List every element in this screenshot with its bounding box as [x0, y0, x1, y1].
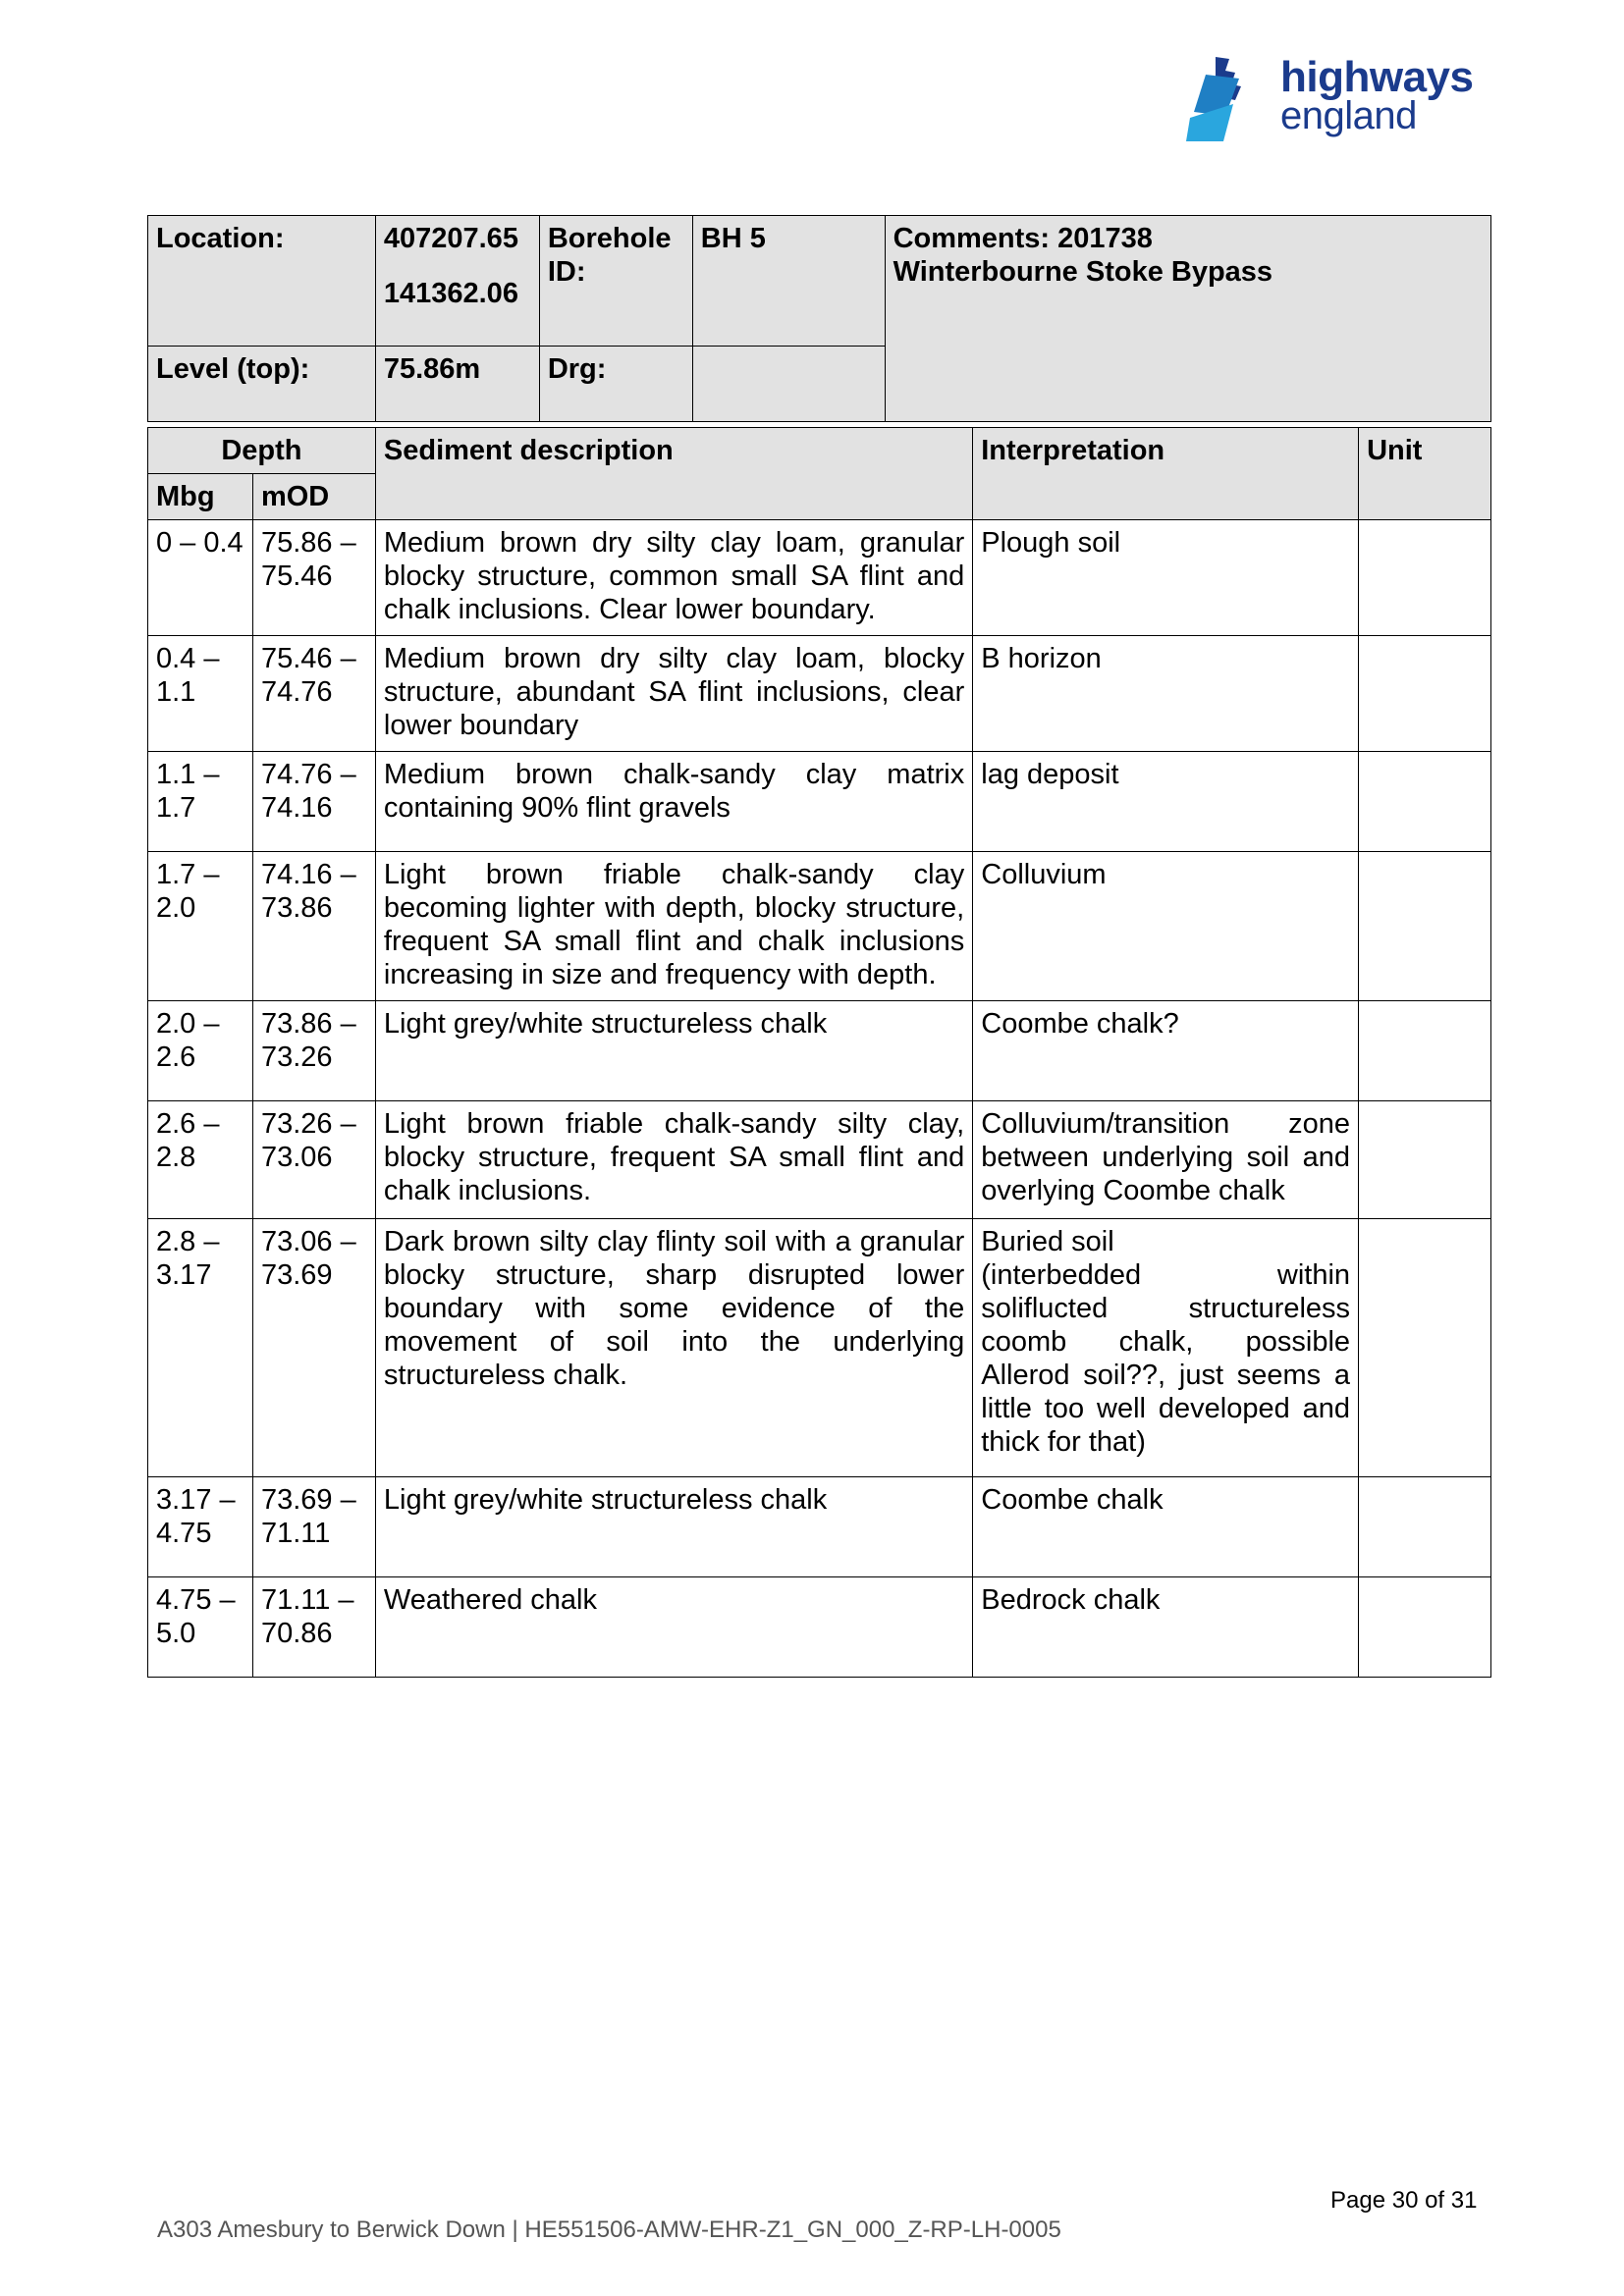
mod-cell: 73.86 – 73.26 [252, 1001, 375, 1101]
mod-cell: 75.46 – 74.76 [252, 636, 375, 752]
northing-value: 141362.06 [383, 278, 518, 309]
unit-cell [1359, 752, 1491, 852]
table-row [148, 1219, 1491, 1477]
unit-cell [1359, 852, 1491, 1001]
description-cell: Medium brown dry silty clay loam, granular blocky structure, common small SA flint and chalk inclusions. Clear lower boundary. [375, 520, 972, 636]
description-cell: Weathered chalk [375, 1577, 972, 1678]
location-coords [375, 216, 539, 347]
unit-cell [1359, 636, 1491, 752]
unit-cell [1359, 1477, 1491, 1577]
highways-england-logo [1186, 55, 1481, 145]
mod-cell: 75.86 – 75.46 [252, 520, 375, 636]
comments-cell [885, 216, 1490, 422]
description-cell: Light grey/white structureless chalk [375, 1477, 972, 1577]
depth-header: Depth [148, 428, 376, 474]
description-cell: Light brown friable chalk-sandy clay becoming lighter with depth, blocky structure, frequent SA small flint and chalk inclusions increasing in size and frequency with depth. [375, 852, 972, 1001]
table-row [148, 1477, 1491, 1577]
interpretation-line: Buried soil [981, 1226, 1114, 1257]
unit-cell [1359, 1577, 1491, 1678]
interpretation-header: Interpretation [973, 428, 1359, 520]
sediment-log-table [147, 427, 1491, 1678]
description-header: Sediment description [375, 428, 972, 520]
unit-cell [1359, 520, 1491, 636]
table-row [148, 1101, 1491, 1219]
logo-mark-icon [1186, 55, 1276, 145]
mod-cell: 74.16 – 73.86 [252, 852, 375, 1001]
mod-cell: 74.76 – 74.16 [252, 752, 375, 852]
description-cell: Dark brown silty clay flinty soil with a granular blocky structure, sharp disrupted lower boundary with some evidence of the movement of soil into the underlying structureless chalk. [375, 1219, 972, 1477]
location-label: Location: [148, 216, 376, 347]
interpretation-cell: Bedrock chalk [973, 1577, 1359, 1678]
mbg-cell: 2.8 – 3.17 [148, 1219, 253, 1477]
mod-header: mOD [252, 474, 375, 520]
table-row [148, 1577, 1491, 1678]
table-row [148, 520, 1491, 636]
mod-cell: 73.06 – 73.69 [252, 1219, 375, 1477]
mod-cell: 71.11 – 70.86 [252, 1577, 375, 1678]
unit-cell [1359, 1001, 1491, 1101]
mbg-cell: 1.1 – 1.7 [148, 752, 253, 852]
borehole-header-table [147, 215, 1491, 422]
mod-cell: 73.26 – 73.06 [252, 1101, 375, 1219]
interpretation-cell: Colluvium/transition zone between underlying soil and overlying Coombe chalk [973, 1101, 1359, 1219]
unit-cell [1359, 1219, 1491, 1477]
drg-label: Drg: [539, 347, 692, 422]
mbg-header: Mbg [148, 474, 253, 520]
unit-cell [1359, 1101, 1491, 1219]
mbg-cell: 3.17 – 4.75 [148, 1477, 253, 1577]
mbg-cell: 2.6 – 2.8 [148, 1101, 253, 1219]
mbg-cell: 4.75 – 5.0 [148, 1577, 253, 1678]
mbg-cell: 2.0 – 2.6 [148, 1001, 253, 1101]
level-value: 75.86m [375, 347, 539, 422]
level-label: Level (top): [148, 347, 376, 422]
mod-cell: 73.69 – 71.11 [252, 1477, 375, 1577]
comments-line2: Winterbourne Stoke Bypass [893, 256, 1273, 288]
table-row [148, 852, 1491, 1001]
document-footer: A303 Amesbury to Berwick Down | HE551506-AMW-EHR-Z1_GN_000_Z-RP-LH-0005 [157, 2216, 1061, 2243]
interpretation-cell: Coombe chalk? [973, 1001, 1359, 1101]
interpretation-cell: Plough soil [973, 520, 1359, 636]
interpretation-note: (interbedded within soliflucted structureless coomb chalk, possible Allerod soil??, just seems a little too well developed and thick for that) [981, 1259, 1351, 1458]
interpretation-cell: Coombe chalk [973, 1477, 1359, 1577]
interpretation-cell: Colluvium [973, 852, 1359, 1001]
mbg-cell: 0.4 – 1.1 [148, 636, 253, 752]
description-cell: Light grey/white structureless chalk [375, 1001, 972, 1101]
table-row [148, 636, 1491, 752]
interpretation-cell [973, 1219, 1359, 1477]
mbg-cell: 1.7 – 2.0 [148, 852, 253, 1001]
description-cell: Medium brown dry silty clay loam, blocky structure, abundant SA flint inclusions, clear lower boundary [375, 636, 972, 752]
borehole-id: BH 5 [692, 216, 885, 347]
comments-line1: Comments: 201738 [893, 223, 1153, 254]
borehole-label: Borehole ID: [539, 216, 692, 347]
description-cell: Light brown friable chalk-sandy silty clay, blocky structure, frequent SA small flint and chalk inclusions. [375, 1101, 972, 1219]
brand-word-highways: highways [1280, 53, 1474, 101]
table-row [148, 1001, 1491, 1101]
interpretation-cell: lag deposit [973, 752, 1359, 852]
unit-header: Unit [1359, 428, 1491, 520]
description-cell: Medium brown chalk-sandy clay matrix containing 90% flint gravels [375, 752, 972, 852]
page-number: Page 30 of 31 [1330, 2187, 1478, 2214]
table-row [148, 752, 1491, 852]
mbg-cell: 0 – 0.4 [148, 520, 253, 636]
interpretation-cell: B horizon [973, 636, 1359, 752]
easting-value: 407207.65 [383, 223, 518, 254]
brand-word-england: england [1280, 94, 1417, 137]
drg-value [692, 347, 885, 422]
